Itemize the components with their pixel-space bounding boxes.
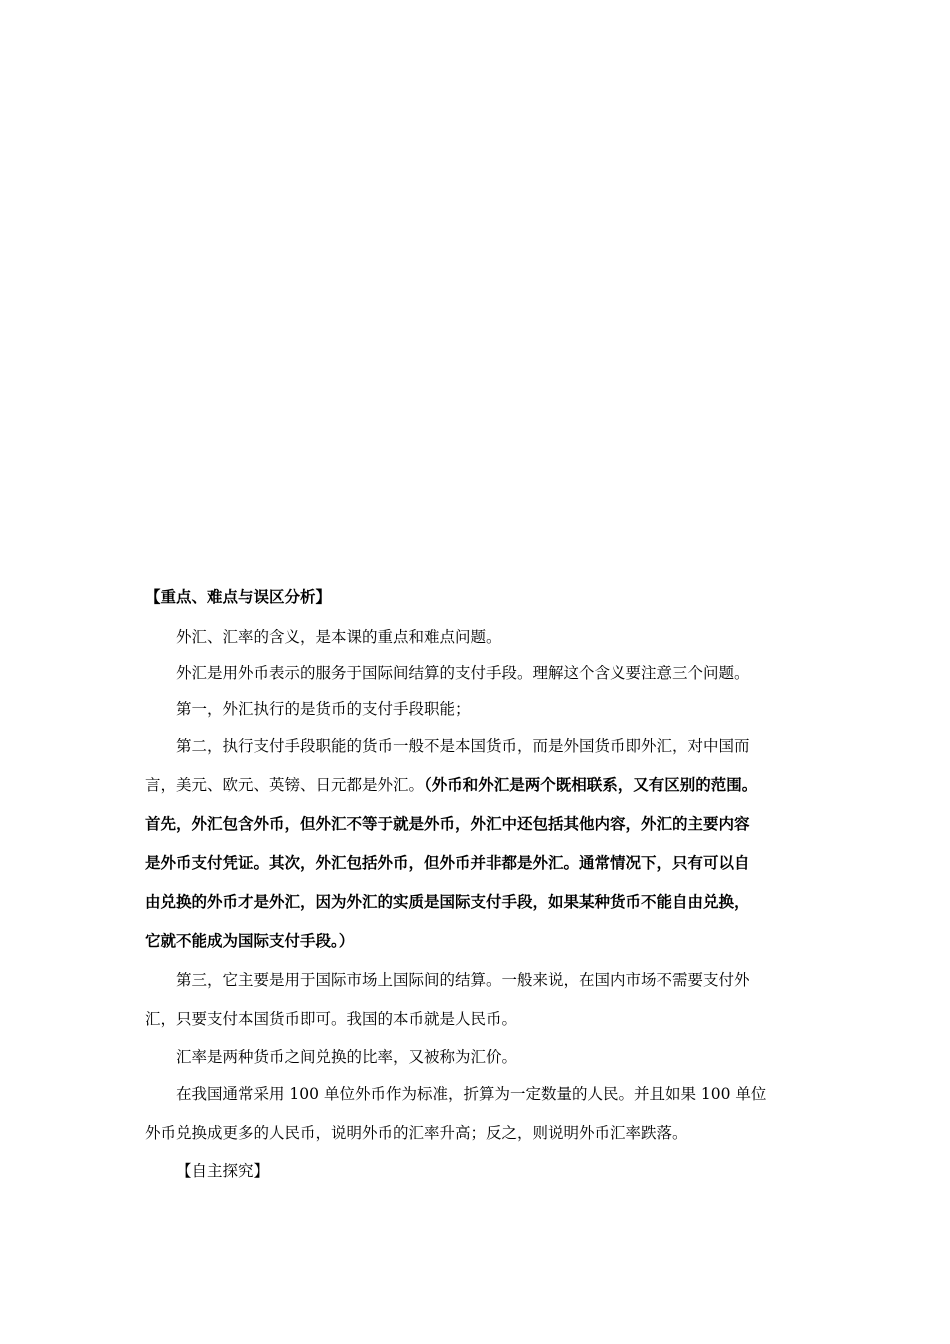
paragraph-exchange-rate-standard xyxy=(145,1075,813,1114)
point-three-line-1: 第三，它主要是用于国际市场上国际间的结算。一般来说，在国内市场不需要支付外 xyxy=(176,971,750,989)
paragraph-point-three xyxy=(145,961,813,1000)
standard-line-1: 在我国通常采用 100 单位外币作为标准，折算为一定数量的人民。并且如果 100 单位 xyxy=(176,1085,767,1103)
point-two-continuation xyxy=(145,766,813,805)
forex-vs-currency-note xyxy=(145,805,813,961)
note-line-1: 首先，外汇包含外币，但外汇不等于就是外币，外汇中还包括其他内容，外汇的主要内容 xyxy=(145,815,750,833)
paragraph-exchange-rate-definition: 汇率是两种货币之间兑换的比率，又被称为汇价。 xyxy=(176,1048,518,1066)
point-three-line-2: 汇，只要支付本国货币即可。我国的本币就是人民币。 xyxy=(145,1010,518,1028)
point-two-line-2-normal: 言，美元、欧元、英镑、日元都是外汇。 xyxy=(145,776,425,794)
paragraph-key-points: 外汇、汇率的含义，是本课的重点和难点问题。 xyxy=(176,628,502,646)
section-heading: 【重点、难点与误区分析】 xyxy=(145,588,332,606)
note-line-3: 由兑换的外币才是外汇，因为外汇的实质是国际支付手段，如果某种货币不能自由兑换， xyxy=(145,893,750,911)
standard-line-2: 外币兑换成更多的人民币，说明外币的汇率升高；反之，则说明外币汇率跌落。 xyxy=(145,1124,688,1142)
paragraph-point-one: 第一，外汇执行的是货币的支付手段职能； xyxy=(176,700,471,718)
note-line-2: 是外币支付凭证。其次，外汇包括外币，但外币并非都是外汇。通常情况下，只有可以自 xyxy=(145,854,750,872)
point-two-line-1: 第二，执行支付手段职能的货币一般不是本国货币，而是外国货币即外汇，对中国而 xyxy=(176,737,750,755)
paragraph-forex-definition: 外汇是用外币表示的服务于国际间结算的支付手段。理解这个含义要注意三个问题。 xyxy=(176,664,750,682)
self-exploration-heading: 【自主探究】 xyxy=(176,1162,270,1180)
point-two-line-2-bold: （外币和外汇是两个既相联系，又有区别的范围。 xyxy=(424,776,758,794)
note-line-4: 它就不能成为国际支付手段。） xyxy=(145,932,355,950)
document-body xyxy=(145,583,813,1189)
paragraph-point-two xyxy=(145,727,813,766)
